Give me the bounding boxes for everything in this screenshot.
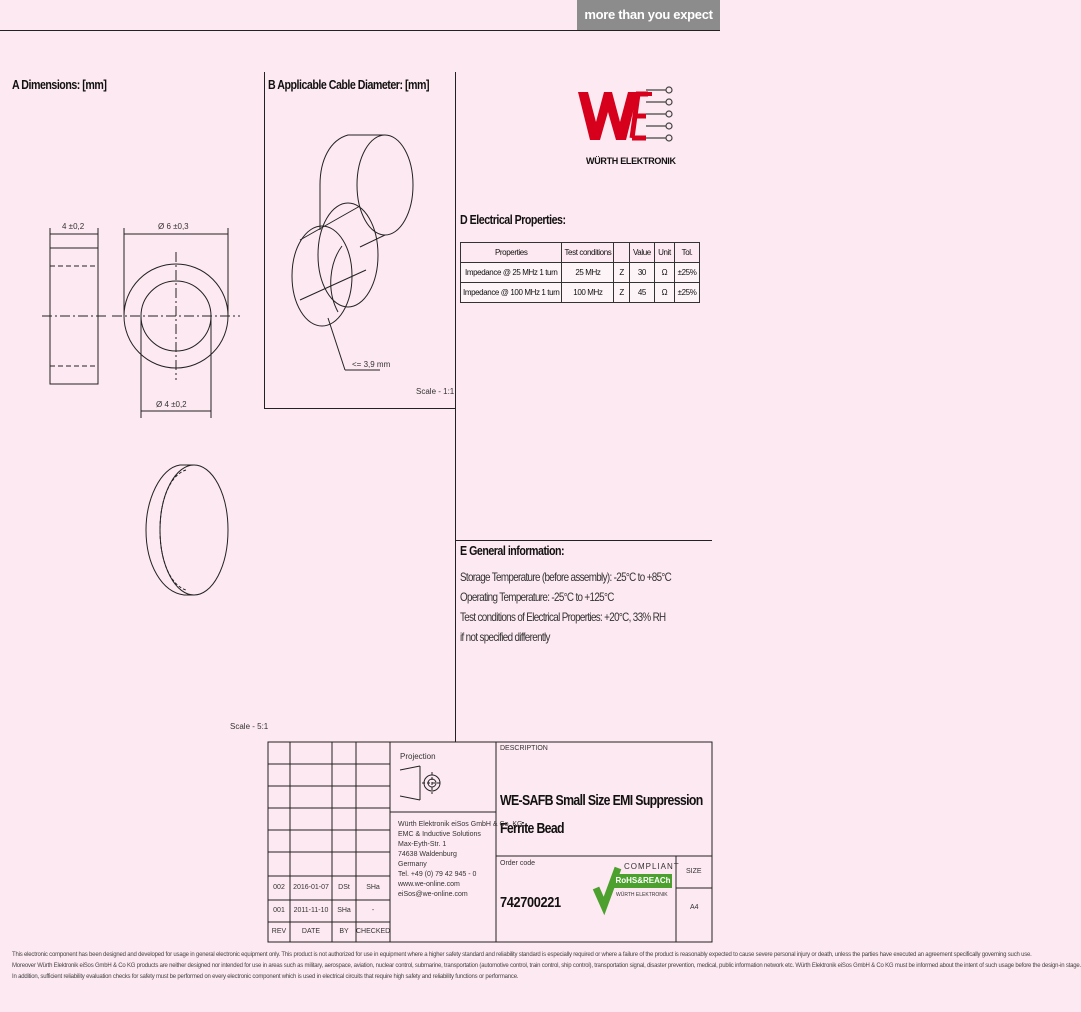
table-header-cell: Tol. (675, 243, 700, 263)
rev-number: 002 (273, 884, 285, 891)
footer-line: This electronic component has been designed and developed for usage in general electronic equipment only. This product is not authorized for use in equipment where a higher safety standard and reliability standard is especially required or where a failure of the product is reasonably expected to cause severe personal injury or death, unless the parties have executed an agreement specifically governing such use. (12, 952, 1032, 958)
part-title-line-2: Ferrite Bead (500, 820, 564, 837)
table-cell: Impedance @ 25 MHz 1 turn (461, 263, 562, 283)
rev-by: SHa (337, 907, 351, 914)
length-dimension: 4 ±0,2 (62, 222, 85, 231)
rev-date: 2016-01-07 (293, 884, 329, 891)
description-label: DESCRIPTION (500, 745, 548, 752)
rev-date: 2011-11-10 (293, 907, 329, 914)
size-label: SIZE (686, 868, 702, 875)
address-line: Max-Eyth-Str. 1 (398, 841, 447, 848)
general-info-line: Storage Temperature (before assembly): -25°C to +85°C (460, 570, 672, 584)
general-info-line: Operating Temperature: -25°C to +125°C (460, 590, 614, 604)
tagline-banner: more than you expect (577, 0, 720, 30)
table-cell: Z (614, 283, 630, 303)
rev-checked: - (371, 907, 375, 914)
part-number: 742700221 (500, 894, 561, 911)
order-code-label: Order code (500, 860, 536, 867)
table-header-cell: Test conditions (562, 243, 614, 263)
company-address (398, 820, 522, 900)
logo-brand-text: WÜRTH ELEKTRONIK (586, 156, 676, 166)
table-header-cell: Properties (461, 243, 562, 263)
section-e-title: E General information: (460, 543, 565, 558)
footer-line: Moreover Würth Elektronik eiSos GmbH & Co KG products are neither designed nor intended for use in areas such as military, aerospace, aviation, nuclear control, submarine, transportation (automotive control, train control, ship control), transportation signal, disaster prevention, medical, public information network etc. Würth Elektronik eiSos GmbH & Co KG must be informed about the intent of such usage before the design-in stage. (12, 963, 1081, 969)
table-cell: Z (614, 263, 630, 283)
footer-line: In addition, sufficient reliability evaluation checks for safety must be performed on every electronic component which is used in electrical circuits that require high safety and reliability functions or performance. (12, 974, 519, 980)
inner-diameter-dimension: Ø 4 ±0,2 (156, 400, 187, 409)
address-line: Germany (398, 861, 427, 868)
table-cell: ±25% (675, 263, 700, 283)
footer-disclaimer (12, 952, 1081, 980)
rev-by: DSt (338, 884, 350, 891)
address-line: eiSos@we-online.com (398, 891, 468, 898)
rev-header-checked: CHECKED (356, 928, 391, 935)
projection-label: Projection (400, 752, 436, 761)
table-cell: 30 (629, 263, 654, 283)
rev-header-date: DATE (301, 928, 321, 935)
table-cell: ±25% (675, 283, 700, 303)
rev-checked: SHa (366, 884, 380, 891)
table-header-cell: Unit (654, 243, 674, 263)
table-header-cell: Value (629, 243, 654, 263)
table-cell: 25 MHz (562, 263, 614, 283)
table-cell: Ω (654, 283, 674, 303)
rev-number: 001 (273, 907, 285, 914)
table-cell: Ω (654, 263, 674, 283)
rohs-check-icon (592, 862, 622, 914)
table-cell: Impedance @ 100 MHz 1 turn (461, 283, 562, 303)
scale-a-label: Scale - 5:1 (230, 722, 269, 731)
cable-diameter-label: <= 3,9 mm (352, 360, 391, 369)
general-info-line: if not specified differently (460, 630, 550, 644)
address-line: 74638 Waldenburg (398, 851, 457, 858)
address-line: Würth Elektronik eiSos GmbH & Co. KG (398, 821, 523, 828)
size-value: A4 (690, 904, 699, 911)
compliant-label: COMPLIANT (624, 862, 680, 871)
rev-header-rev: REV (271, 928, 287, 935)
rohs-reach-label: RoHS&REACh (614, 874, 672, 888)
outer-diameter-dimension: Ø 6 ±0,3 (158, 222, 189, 231)
rev-header-by: BY (339, 928, 349, 935)
section-d-title: D Electrical Properties: (460, 212, 566, 227)
address-line: Tel. +49 (0) 79 42 945 - 0 (398, 871, 477, 878)
table-cell: 100 MHz (562, 283, 614, 303)
part-title-line-1: WE-SAFB Small Size EMI Suppression (500, 792, 703, 809)
general-info-line: Test conditions of Electrical Properties: +20°C, 33% RH (460, 610, 666, 624)
section-b-title: B Applicable Cable Diameter: [mm] (268, 77, 430, 92)
table-cell: 45 (629, 283, 654, 303)
address-line: EMC & Inductive Solutions (398, 831, 481, 838)
address-line: www.we-online.com (398, 881, 460, 888)
compliant-brand: WÜRTH ELEKTRONIK (616, 892, 668, 898)
scale-b-label: Scale - 1:1 (416, 387, 455, 396)
section-a-title: A Dimensions: [mm] (12, 77, 107, 92)
